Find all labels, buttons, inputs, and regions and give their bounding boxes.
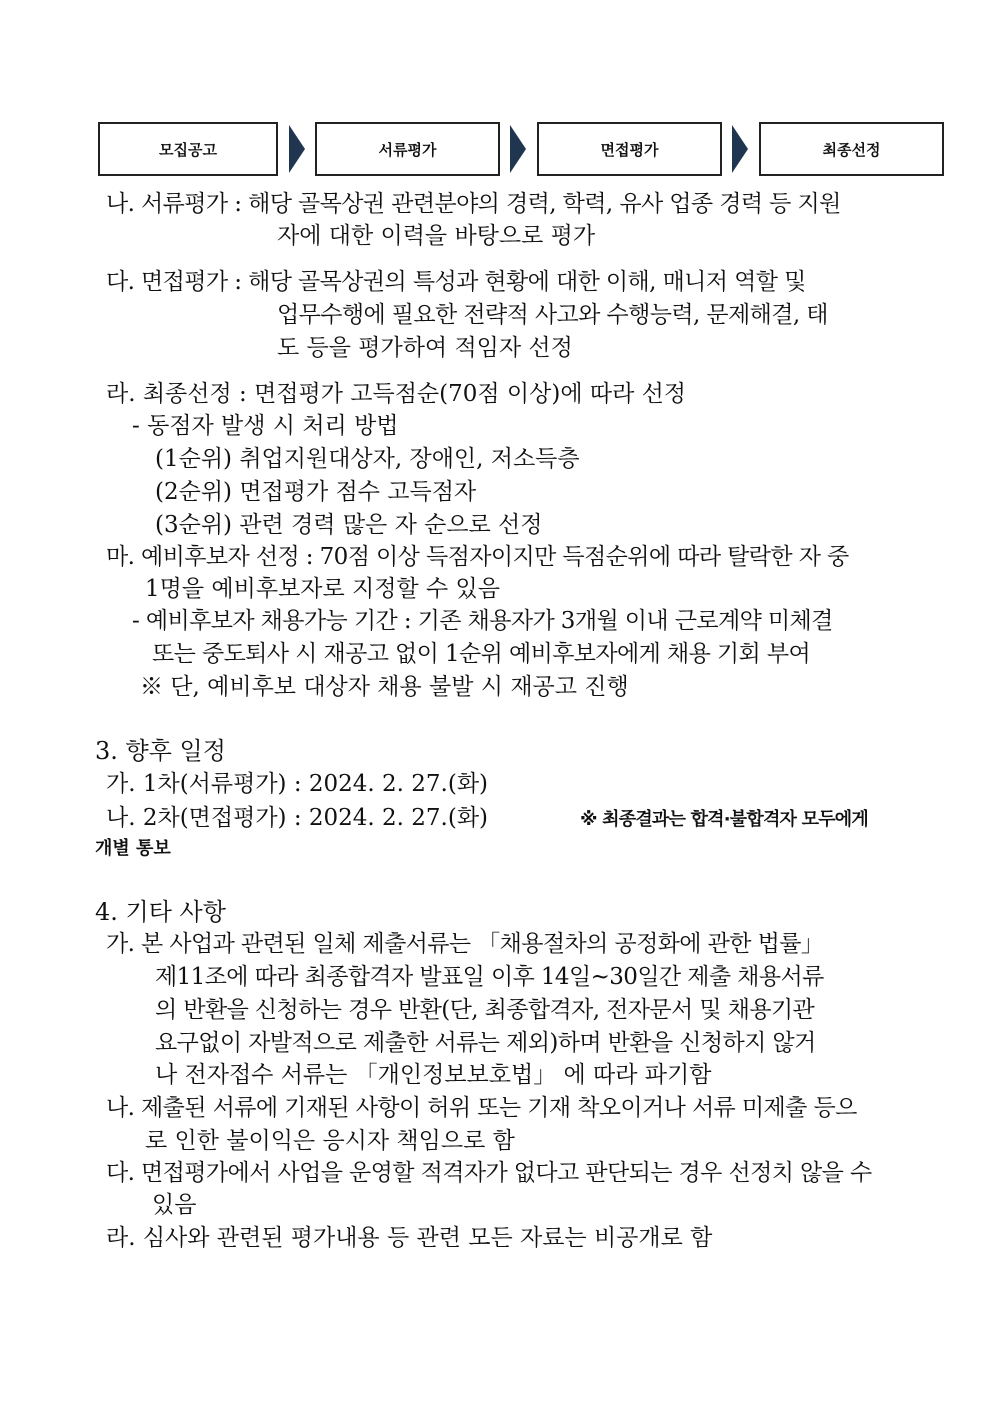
item-da-interview: 다. 면접평가 : 해당 골목상권의 특성과 현황에 대한 이해, 매니저 역할 및: [106, 269, 806, 295]
item-ra-rank2: (2순위) 면접평가 점수 고득점자: [155, 479, 477, 505]
step-document-review: 서류평가: [315, 122, 500, 176]
step-recruit-notice: 모집공고: [98, 122, 278, 176]
item-ra-tie: - 동점자 발생 시 처리 방법: [132, 413, 399, 439]
schedule-first: 가. 1차(서류평가) : 2024. 2. 27.(화): [106, 771, 489, 797]
item-ma-note: ※ 단, 예비후보 대상자 채용 불발 시 재공고 진행: [140, 674, 629, 700]
arrow-right-icon: [510, 125, 526, 173]
process-flow: [98, 122, 944, 180]
misc-ga: 가. 본 사업과 관련된 일체 제출서류는 「채용절차의 공정화에 관한 법률」: [106, 931, 824, 957]
misc-ga-cont: 요구없이 자발적으로 제출한 서류는 제외)하며 반환을 신청하지 않거: [155, 1030, 816, 1056]
misc-da: 다. 면접평가에서 사업을 운영할 적격자가 없다고 판단되는 경우 선정치 않을 수: [106, 1160, 872, 1186]
misc-ga-cont: 의 반환을 신청하는 경우 반환(단, 최종합격자, 전자문서 및 채용기관: [155, 997, 815, 1023]
schedule-note-cont: 개별 통보: [95, 838, 171, 859]
item-ra-rank3: (3순위) 관련 경력 많은 자 순으로 선정: [155, 512, 543, 538]
section-heading-misc: 4. 기타 사항: [95, 898, 226, 926]
arrow-right-icon: [732, 125, 748, 173]
section-heading-schedule: 3. 향후 일정: [95, 737, 226, 765]
item-da-interview-cont: 업무수행에 필요한 전략적 사고와 수행능력, 문제해결, 태: [277, 302, 828, 328]
schedule-note: ※ 최종결과는 합격·불합격자 모두에게: [580, 809, 868, 830]
misc-na-cont: 로 인한 불이익은 응시자 책임으로 함: [145, 1128, 515, 1154]
schedule-second: 나. 2차(면접평가) : 2024. 2. 27.(화): [106, 805, 489, 831]
item-ma-reserve-cont: 1명을 예비후보자로 지정할 수 있음: [145, 576, 500, 602]
item-na-doc-review-cont: 자에 대한 이력을 바탕으로 평가: [277, 223, 596, 249]
item-da-interview-cont: 도 등을 평가하여 적임자 선정: [277, 335, 573, 361]
item-ma-reserve-period: - 예비후보자 채용가능 기간 : 기존 채용자가 3개월 이내 근로계약 미체결: [132, 608, 833, 634]
misc-ra: 라. 심사와 관련된 평가내용 등 관련 모든 자료는 비공개로 함: [106, 1225, 713, 1251]
arrow-right-icon: [289, 125, 305, 173]
step-interview: 면접평가: [537, 122, 722, 176]
item-na-doc-review: 나. 서류평가 : 해당 골목상권 관련분야의 경력, 학력, 유사 업종 경력 등 지원: [106, 191, 841, 217]
item-ma-reserve-period-cont: 또는 중도퇴사 시 재공고 없이 1순위 예비후보자에게 채용 기회 부여: [152, 641, 811, 667]
step-final-selection: 최종선정: [759, 122, 944, 176]
item-ra-rank1: (1순위) 취업지원대상자, 장애인, 저소득층: [155, 446, 580, 472]
misc-na: 나. 제출된 서류에 기재된 사항이 허위 또는 기재 착오이거나 서류 미제출 등으: [106, 1095, 857, 1121]
item-ma-reserve: 마. 예비후보자 선정 : 70점 이상 득점자이지만 득점순위에 따라 탈락한 자 중: [106, 544, 849, 570]
misc-ga-cont: 제11조에 따라 최종합격자 발표일 이후 14일~30일간 제출 채용서류: [155, 964, 824, 990]
item-ra-final: 라. 최종선정 : 면접평가 고득점순(70점 이상)에 따라 선정: [106, 381, 687, 407]
misc-ga-cont: 나 전자접수 서류는 「개인정보보호법」 에 따라 파기함: [155, 1062, 712, 1088]
misc-da-cont: 있음: [152, 1192, 197, 1218]
